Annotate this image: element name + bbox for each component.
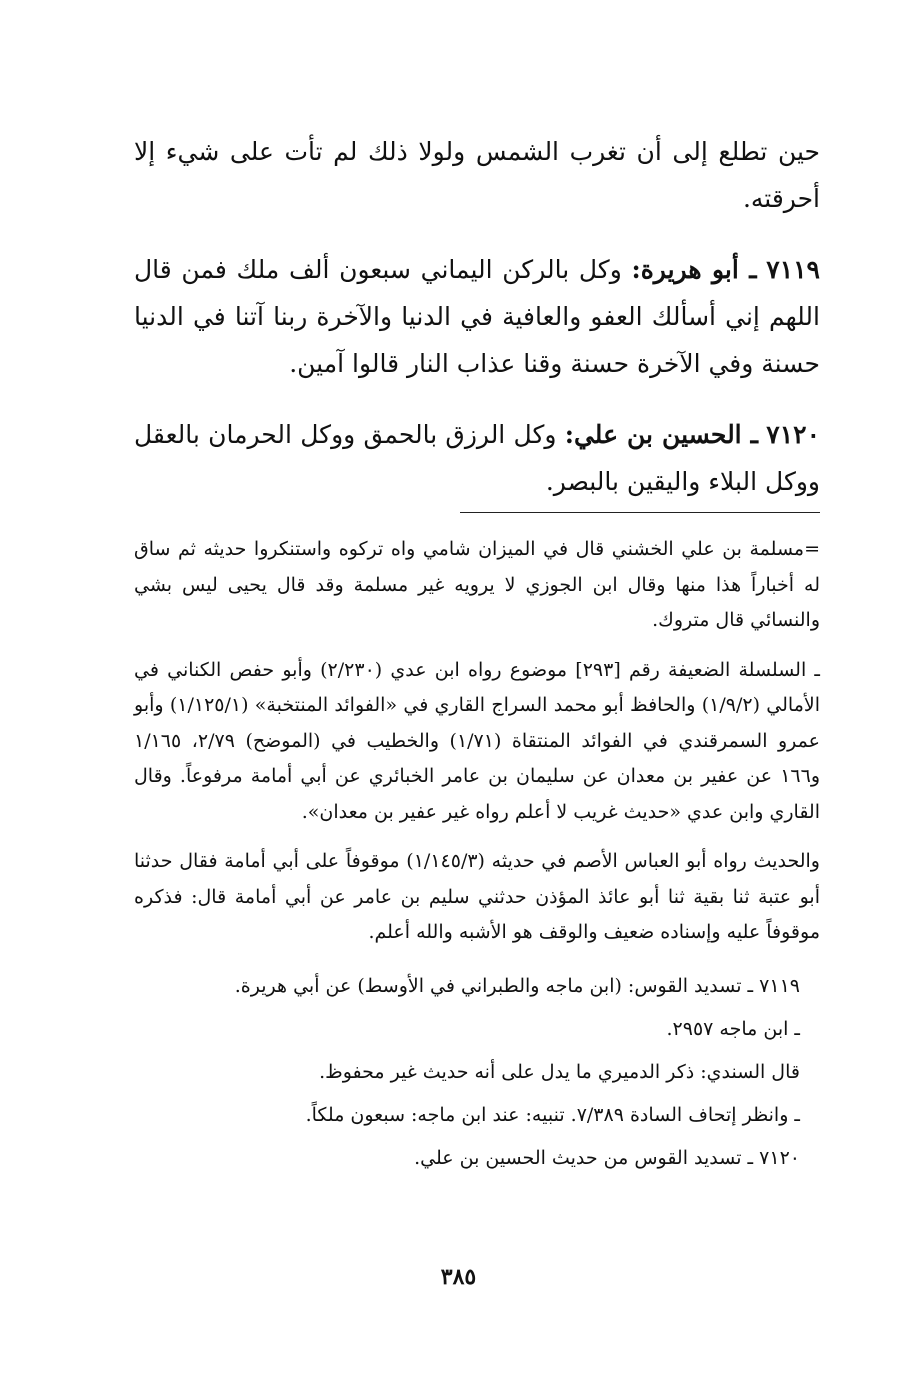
footnote-reference: ـ ابن ماجه ٢٩٥٧. xyxy=(666,1017,800,1040)
hadith-narrator: أبو هريرة: xyxy=(631,255,739,284)
footnote-paragraph: =مسلمة بن علي الخشني قال في الميزان شامي واه تركوه واستنكروا حديثه ثم ساق له أخباراً هذا منها وقال ابن الجوزي لا يرويه غير مسلمة وقد قال يحيى ليس بشي والنسائي قال متروك. xyxy=(134,538,820,631)
hadith-text: وكل الرزق بالحمق ووكل الحرمان بالعقل ووكل البلاء واليقين بالبصر. xyxy=(134,420,820,496)
main-paragraph-continuation xyxy=(134,128,820,222)
hadith-7120: ٧١٢٠ ـ الحسين بن علي: وكل الرزق بالحمق ووكل الحرمان بالعقل ووكل البلاء واليقين بالبصر. xyxy=(134,420,821,496)
hadith-7119: ٧١١٩ ـ أبو هريرة: وكل بالركن اليماني سبعون ألف ملك فمن قال اللهم إني أسألك العفو والعافية في الدنيا والآخرة ربنا آتنا في الدنيا حسنة وفي الآخرة حسنة وقنا عذاب النار قالوا آمين. xyxy=(134,255,820,378)
hadith-text: وكل بالركن اليماني سبعون ألف ملك فمن قال اللهم إني أسألك العفو والعافية في الدنيا والآخرة ربنا آتنا في الدنيا حسنة وفي الآخرة حسنة وقنا عذاب النار قالوا آمين. xyxy=(134,255,820,378)
footnote-reference: ٧١٢٠ ـ تسديد القوس من حديث الحسين بن علي. xyxy=(414,1146,800,1169)
hadith-number: ٧١١٩ xyxy=(766,255,820,284)
footnote-reference: ـ وانظر إتحاف السادة ٧/٣٨٩. تنبيه: عند ابن ماجه: سبعون ملكاً. xyxy=(305,1103,800,1126)
footnote-paragraph: والحديث رواه أبو العباس الأصم في حديثه (١/١٤٥/٣) موقوفاً على أبي أمامة فقال حدثنا أبو عتبة ثنا بقية ثنا أبو عائذ المؤذن حدثني سليم بن عامر عن أبي أمامة قال: فذكره موقوفاً عليه وإسناده ضعيف والوقف هو الأشبه والله أعلم. xyxy=(134,850,820,943)
main-text xyxy=(134,128,820,529)
footnote-reference: قال السندي: ذكر الدميري ما يدل على أنه حديث غير محفوظ. xyxy=(319,1060,800,1083)
footnotes xyxy=(134,532,820,1180)
hadith-number: ٧١٢٠ xyxy=(766,420,821,449)
footnote-paragraph: ـ السلسلة الضعيفة رقم [٢٩٣] موضوع رواه ابن عدي (٢/٢٣٠) وأبو حفص الكناني في الأمالي (١/٩/٢) والحافظ أبو محمد السراج القاري في «الفوائد المنتخبة» (١/١٢٥/١) وأبو عمرو السمرقندي في الفوائد المنتقاة (١/٧١) والخطيب في (الموضح) ٢/٧٩، ١/١٦٥ و١٦٦ عن عفير بن معدان عن سليمان بن عامر الخبائري عن أبي أمامة مرفوعاً. وقال القاري وابن عدي «حديث غريب لا أعلم رواه غير عفير بن معدان». xyxy=(134,658,820,823)
hadith-narrator: الحسين بن علي: xyxy=(564,420,742,449)
page-number: ٣٨٥ xyxy=(440,1264,477,1290)
footnote-reference: ٧١١٩ ـ تسديد القوس: (ابن ماجه والطبراني في الأوسط) عن أبي هريرة. xyxy=(234,974,800,997)
paragraph-text: حين تطلع إلى أن تغرب الشمس ولولا ذلك لم تأت على شيء إلا أحرقته. xyxy=(134,137,820,213)
footnote-references xyxy=(134,965,820,1180)
footnote-divider xyxy=(460,512,820,513)
